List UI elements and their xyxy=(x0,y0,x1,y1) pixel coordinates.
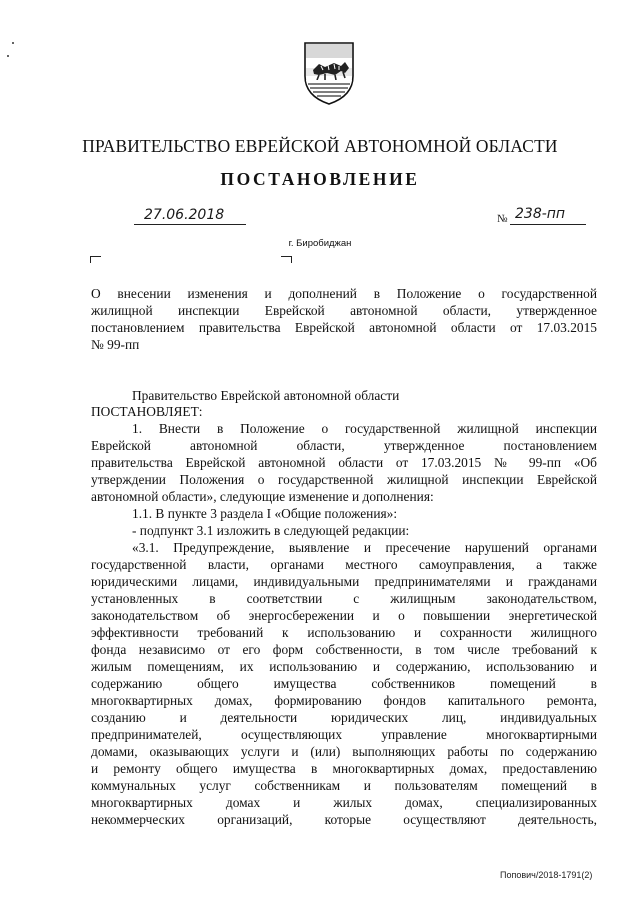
body-line: содержанию общего имущества собственников помещений в xyxy=(91,676,597,691)
body-line: 1. Внести в Положение о государственной жилищной инспекции xyxy=(132,421,597,436)
document-number: 238-пп xyxy=(515,206,566,222)
body-line: - подпункт 3.1 изложить в следующей редакции: xyxy=(132,523,410,538)
subject-line: жилищной инспекции Еврейской автономной области, утвержденное xyxy=(91,303,597,318)
body-line: Еврейской автономной области, утвержденное постановлением xyxy=(91,438,597,453)
body-line: созданию и деятельности юридических лиц, индивидуальных xyxy=(91,710,597,725)
jewish-autonomous-oblast-emblem-icon xyxy=(301,40,357,106)
body-line: многоквартирных домах и жилых домах, специализированных xyxy=(91,795,597,810)
number-sign: № xyxy=(497,213,508,225)
body-line: домами, оказывающих услуги и (или) выполняющих работы по содержанию xyxy=(91,744,597,759)
number-underline xyxy=(510,224,586,225)
body-line: утверждении Положения о государственной жилищной инспекции Еврейской xyxy=(91,472,597,487)
subject-line: постановлением правительства Еврейской автономной области от 17.03.2015 xyxy=(91,320,597,335)
scan-speck xyxy=(12,42,14,44)
body-line: фонда независимо от его форм собственности, в том числе требований к xyxy=(91,642,597,657)
body-line: и ремонту общего имущества в многоквартирных домах, предоставлению xyxy=(91,761,597,776)
body-line: автономной области», следующие изменение и дополнения: xyxy=(91,489,434,504)
body-line: Правительство Еврейской автономной области xyxy=(132,388,400,403)
body-line: правительства Еврейской автономной области от 17.03.2015 № 99-пп «Об xyxy=(91,455,597,470)
subject-line: № 99-пп xyxy=(91,337,140,352)
document-type: ПОСТАНОВЛЕНИЕ xyxy=(220,169,420,189)
date-underline xyxy=(134,224,246,225)
left-corner-mark xyxy=(90,256,101,263)
body-line: жилым помещениям, их использованию и содержанию, использованию и xyxy=(91,659,597,674)
scan-speck xyxy=(7,55,9,57)
body-line: установленных в соответствии с жилищным законодательством, xyxy=(91,591,597,606)
document-date: 27.06.2018 xyxy=(144,207,225,223)
body-line: «3.1. Предупреждение, выявление и пресечение нарушений органами xyxy=(132,540,597,555)
body-line: коммунальных услуг собственникам и пользователям помещений в xyxy=(91,778,597,793)
body-line: многоквартирных домах, формированию фондов капитального ремонта, xyxy=(91,693,597,708)
subject-line: О внесении изменения и дополнений в Положение о государственной xyxy=(91,286,597,301)
body-line: 1.1. В пункте 3 раздела I «Общие положения»: xyxy=(132,506,398,521)
city-name: г. Биробиджан xyxy=(288,238,352,249)
body-line: некоммерческих организаций, которые осуществляют деятельность, xyxy=(91,812,597,827)
body-line: государственной власти, органами местного самоуправления, а также xyxy=(91,557,597,572)
government-title: ПРАВИТЕЛЬСТВО ЕВРЕЙСКОЙ АВТОНОМНОЙ ОБЛАСТИ xyxy=(82,136,558,156)
body-line: предпринимателей, осуществляющих управление многоквартирными xyxy=(91,727,597,742)
document-code: Попович/2018-1791(2) xyxy=(500,870,593,880)
body-line: эффективности требований к использованию и сохранности жилищного xyxy=(91,625,597,640)
body-line: законодательством об энергосбережении и о повышении энергетической xyxy=(91,608,597,623)
body-line: юридическими лицами, индивидуальными предпринимателями и гражданами xyxy=(91,574,597,589)
body-line: ПОСТАНОВЛЯЕТ: xyxy=(91,404,203,419)
right-corner-mark xyxy=(281,256,292,263)
